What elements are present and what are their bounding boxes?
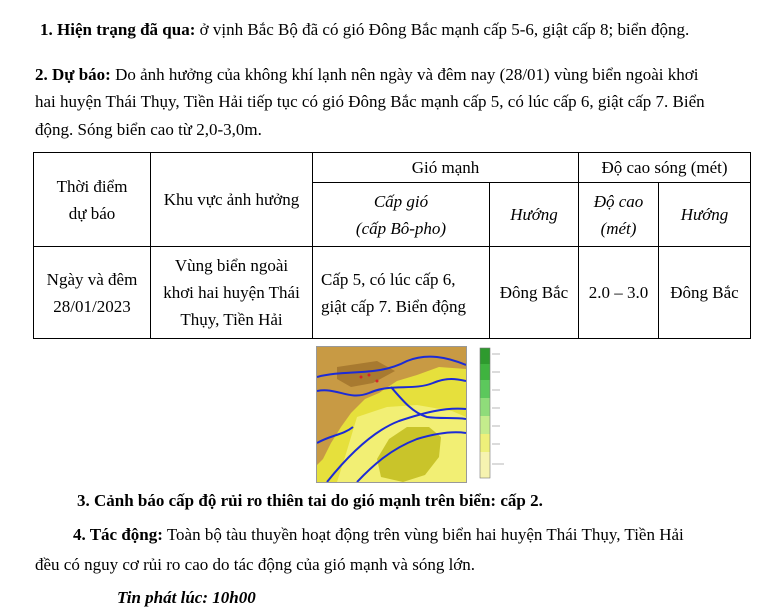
header-height-cell	[579, 183, 659, 247]
section-text: Toàn bộ tàu thuyền hoạt động trên vùng biển hai huyện Thái Thụy, Tiền Hải	[162, 525, 684, 544]
city-dot	[376, 380, 379, 383]
row-level-line1: Cấp 5, có lúc cấp 6,	[321, 269, 456, 289]
header-wind-direction-cell: Hướng	[490, 183, 579, 247]
section-impact-line2: đều có nguy cơ rủi ro cao do tác động của gió mạnh và sóng lớn.	[35, 555, 476, 574]
header-time-line2: dự báo	[68, 203, 116, 223]
scale-band	[480, 398, 490, 416]
header-wind-cell: Gió mạnh	[313, 153, 579, 183]
section-label: 2. Dự báo:	[35, 65, 111, 84]
section-label: 1. Hiện trạng đã qua:	[40, 20, 196, 39]
header-level-line2: (cấp Bô-pho)	[355, 218, 447, 238]
row-level-cell	[313, 247, 490, 339]
issued-time: Tin phát lúc: 10h00	[117, 588, 256, 607]
header-height-line1: Độ cao	[593, 191, 644, 211]
color-scale-legend	[470, 346, 520, 481]
city-dot	[368, 374, 371, 377]
section-text: 3. Cảnh báo cấp độ rủi ro thiên tai do gió mạnh trên biển: cấp 2.	[77, 491, 543, 510]
row-wind-direction-cell: Đông Bắc	[490, 247, 579, 339]
row-wave-direction-cell: Đông Bắc	[659, 247, 751, 339]
header-wave-cell: Độ cao sóng (mét)	[579, 153, 751, 183]
scale-band	[480, 364, 490, 380]
wave-forecast-map	[316, 346, 467, 483]
row-area-line2: khơi hai huyện Thái	[163, 283, 300, 302]
header-wave-direction-cell: Hướng	[659, 183, 751, 247]
scale-band	[480, 434, 490, 452]
row-time-cell	[34, 247, 151, 339]
section-forecast-line3: động. Sóng biển cao từ 2,0-3,0m.	[35, 120, 262, 139]
section-label: 4. Tác động:	[73, 525, 163, 544]
scale-band	[480, 380, 490, 398]
section-forecast-line2: hai huyện Thái Thụy, Tiền Hải tiếp tục có gió Đông Bắc mạnh cấp 5, có lúc cấp 6, giật cấp 7. Biển	[35, 92, 705, 111]
section-text: ở vịnh Bắc Bộ đã có gió Đông Bắc mạnh cấp 5-6, giật cấp 8; biển động.	[195, 20, 690, 39]
section-risk-level	[77, 488, 543, 514]
header-time-line1: Thời điểm	[56, 176, 128, 196]
row-time-line1: Ngày và đêm	[46, 269, 138, 289]
table-header-row	[34, 153, 751, 183]
city-dot	[360, 376, 363, 379]
section-current-status	[40, 17, 689, 43]
section-impact-line1	[73, 522, 684, 548]
row-area-line3: Thụy, Tiền Hải	[180, 310, 283, 329]
row-area-line1: Vùng biển ngoài	[174, 256, 289, 275]
section-forecast-line1	[35, 62, 698, 88]
scale-band	[480, 348, 490, 364]
header-area-cell: Khu vực ảnh hưởng	[151, 153, 313, 247]
section-text: Do ảnh hưởng của không khí lạnh nên ngày và đêm nay (28/01) vùng biển ngoài khơi	[110, 65, 699, 84]
header-height-line2: (mét)	[600, 218, 637, 238]
scale-band	[480, 416, 490, 434]
scale-ticks	[492, 354, 504, 464]
row-height-cell: 2.0 – 3.0	[579, 247, 659, 339]
table-row	[34, 247, 751, 339]
row-area-cell	[151, 247, 313, 339]
header-time-cell	[34, 153, 151, 247]
forecast-table	[33, 152, 751, 339]
row-time-line2: 28/01/2023	[53, 296, 131, 316]
header-level-cell	[313, 183, 490, 247]
scale-band	[480, 452, 490, 478]
row-level-line2: giật cấp 7. Biển động	[321, 296, 466, 316]
header-level-line1: Cấp gió	[373, 191, 429, 211]
